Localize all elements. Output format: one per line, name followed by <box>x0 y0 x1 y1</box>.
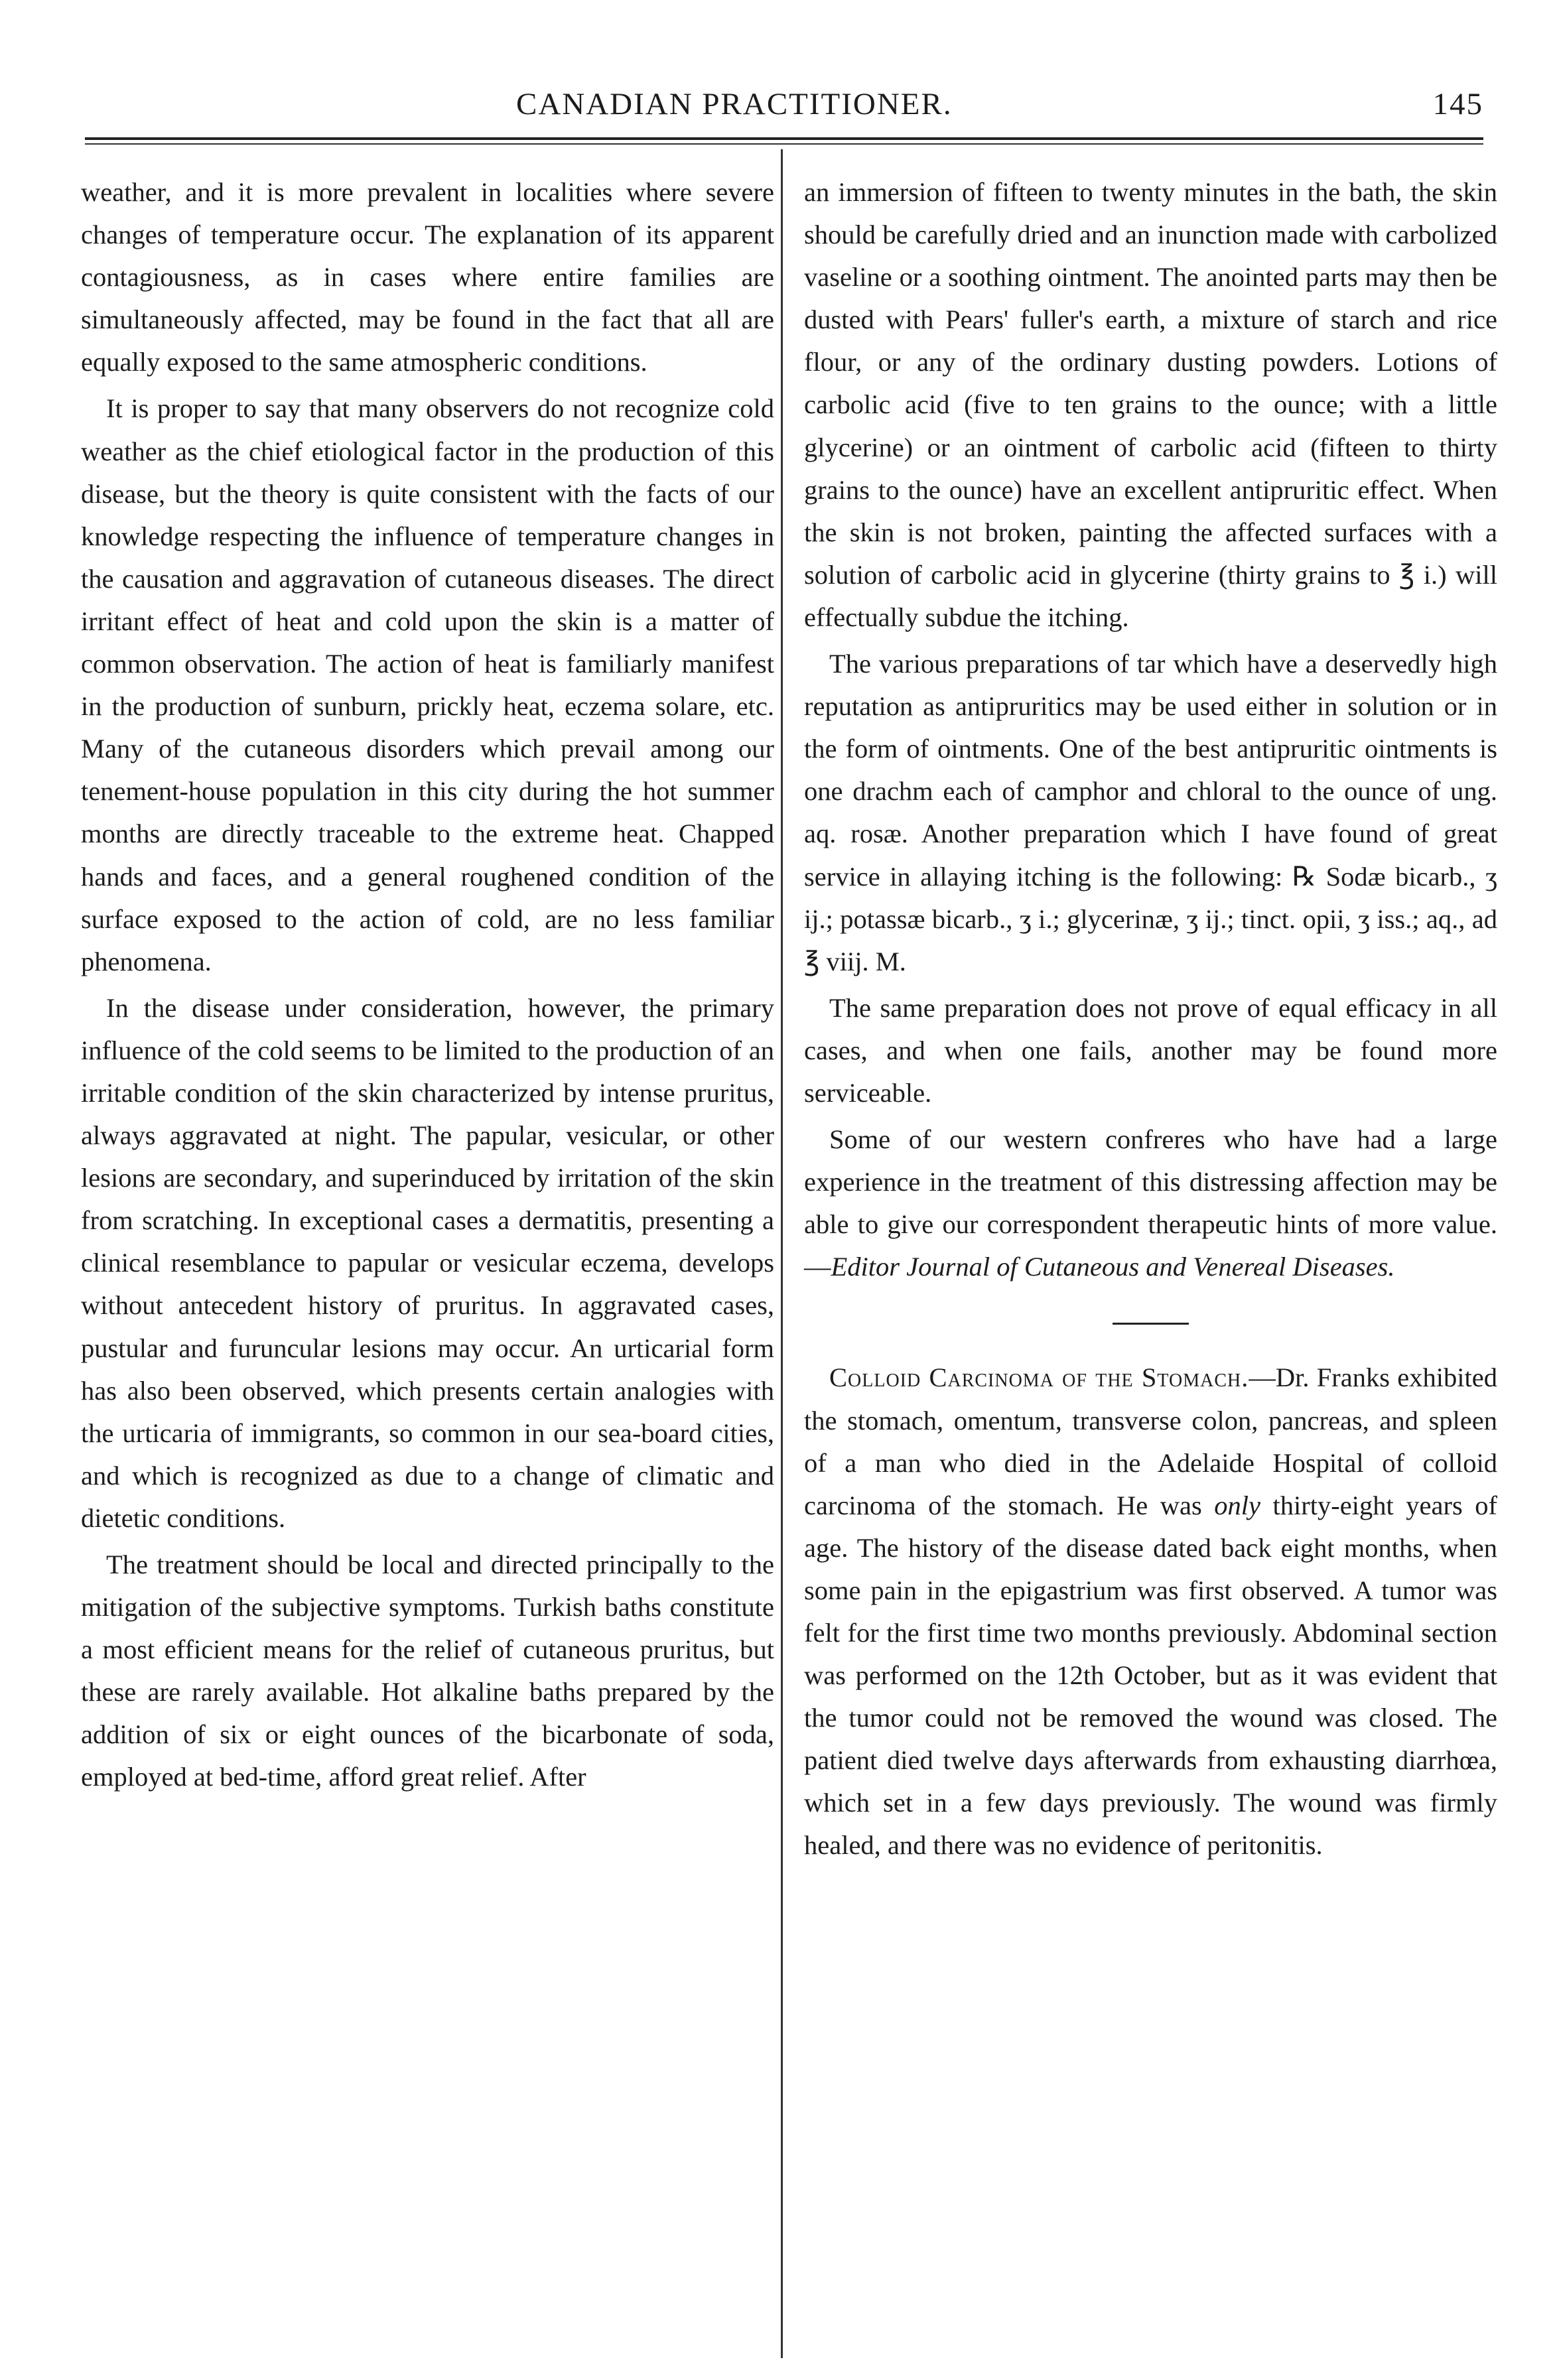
article-body: thirty-eight years of age. The history of the disease dated back eight months, when some pain in the epigastrium was first observed. A tumor was felt for the first time two months previously. Abdominal section was performed on the 12th October, but as it was evident that the tumor could not be removed the wound was closed. The patient died twelve days afterwards from exhausting diarrhœa, which set in a few days previously. The wound was firmly healed, and there was no evidence of peritonitis. <box>804 1490 1497 1861</box>
article-heading: Colloid Carcinoma of the Stomach. <box>829 1362 1249 1393</box>
paragraph: It is proper to say that many observers do not recognize cold weather as the chief etiological factor in the production of this disease, but the theory is quite consistent with the facts of our knowledge respecting the influence of temperature changes in the causation and aggravation of cutaneous diseases. The direct irritant effect of heat and cold upon the skin is a matter of common observation. The action of heat is familiarly manifest in the production of sunburn, prickly heat, eczema solare, etc. Many of the cutaneous disorders which prevail among our tenement-house population in this city during the hot summer months are directly traceable to the extreme heat. Chapped hands and faces, and a general roughened condition of the surface exposed to the action of cold, are no less familiar phenomena. <box>81 393 774 976</box>
paragraph: The same preparation does not prove of equal efficacy in all cases, and when one fails, another may be found more serviceable. <box>804 992 1497 1108</box>
paragraph-text: Some of our western confreres who have had a large experience in the treatment of this distressing affection may be able to give our correspondent therapeutic hints of more value.— <box>804 1124 1497 1282</box>
paragraph: an immersion of fifteen to twenty minutes in the bath, the skin should be carefully dried and an inunction made with carbolized vaseline or a soothing ointment. The anointed parts may then be dusted with Pears' fuller's earth, a mixture of starch and rice flour, or any of the ordinary dusting powders. Lotions of carbolic acid (five to ten grains to the ounce; with a little glycerine) or an ointment of carbolic acid (fifteen to thirty grains to the ounce) have an excellent antipruritic effect. When the skin is not broken, painting the affected surfaces with a solution of carbolic acid in glycerine (thirty grains to ℥ i.) will effectually subdue the itching. <box>804 177 1497 632</box>
article-paragraph <box>804 1356 1497 1867</box>
running-head <box>85 74 1483 121</box>
right-column <box>804 171 1497 1867</box>
column-divider <box>781 149 783 2358</box>
paragraph: The various preparations of tar which have a deservedly high reputation as antipruritics may be used either in solution or in the form of ointments. One of the best antipruritic ointments is one drachm each of camphor and chloral to the ounce of ung. aq. rosæ. Another preparation which I have found of great service in allaying itching is the following: ℞ Sodæ bicarb., ʒ ij.; potassæ bicarb., ʒ i.; glycerinæ, ʒ ij.; tinct. opii, ʒ iss.; aq., ad ℥ viij. M. <box>804 649 1497 976</box>
page-number: 145 <box>1432 87 1483 121</box>
emphasis-text: only <box>1214 1490 1261 1520</box>
section-separator <box>1113 1323 1189 1325</box>
paragraph <box>804 1118 1497 1288</box>
left-column <box>81 171 774 1799</box>
running-title: CANADIAN PRACTITIONER. <box>516 87 953 121</box>
header-rule <box>85 137 1483 145</box>
attribution: Editor Journal of Cutaneous and Venereal Diseases. <box>831 1252 1395 1282</box>
paragraph: The treatment should be local and directed principally to the mitigation of the subjective symptoms. Turkish baths constitute a most efficient means for the relief of cutaneous pruritus, but these are rarely available. Hot alkaline baths prepared by the addition of six or eight ounces of the bicarbonate of soda, employed at bed-time, afford great relief. After <box>81 1550 774 1792</box>
paragraph: weather, and it is more prevalent in localities where severe changes of temperature occur. The explanation of its apparent contagiousness, as in cases where entire families are simultaneously affected, may be found in the fact that all are equally exposed to the same atmospheric conditions. <box>81 177 774 377</box>
paragraph: In the disease under consideration, however, the primary influence of the cold seems to be limited to the production of an irritable condition of the skin characterized by intense pruritus, always aggravated at night. The papular, vesicular, or other lesions are secondary, and superinduced by irritation of the skin from scratching. In exceptional cases a dermatitis, presenting a clinical resemblance to papular or vesicular eczema, develops without antecedent history of pruritus. In aggravated cases, pustular and furuncular lesions may occur. An urticarial form has also been observed, which presents certain analogies with the urticaria of immigrants, so common in our sea-board cities, and which is recognized as due to a change of climatic and dietetic conditions. <box>81 992 774 1533</box>
article-lead: —Dr. Franks exhibited the stomach, omentum, transverse colon, pancreas, and spleen of a man who died in the Adelaide Hospital of colloid carcinoma of the stomach. He was <box>804 1362 1497 1520</box>
